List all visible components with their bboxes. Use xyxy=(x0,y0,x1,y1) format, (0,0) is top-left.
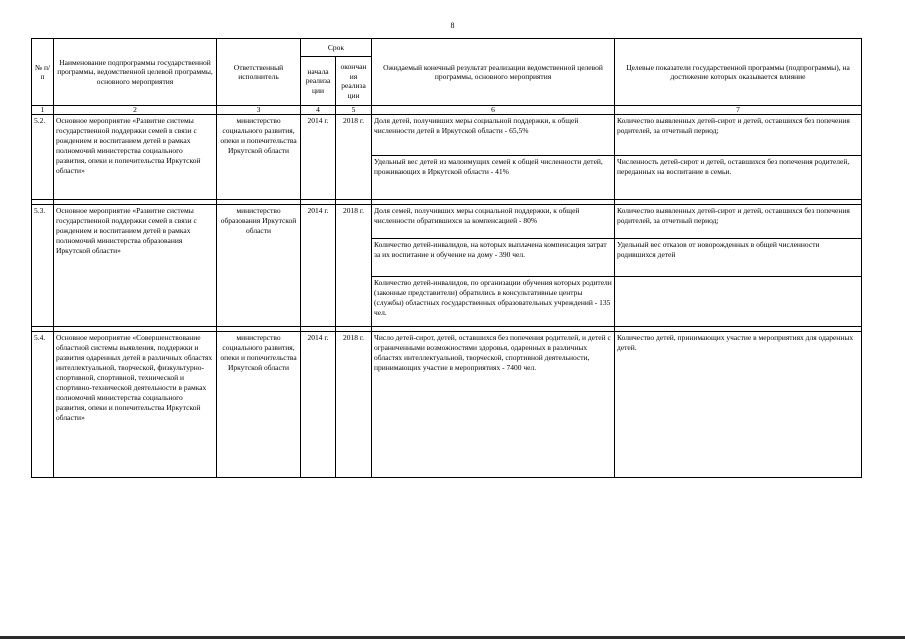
row-executor: министерство образования Иркутской области xyxy=(217,205,301,327)
row-executor: министерство социального развития, опеки и попечительства Иркутской области xyxy=(217,115,301,200)
row-end: 2018 г. xyxy=(336,332,372,478)
col-number: 2 xyxy=(54,106,217,115)
row-executor: министерство социального развития, опеки и попечительства Иркутской области xyxy=(217,332,301,478)
header-executor: Ответственный исполнитель xyxy=(217,39,301,106)
row-indicator: Количество детей, принимающих участие в мероприятиях для одаренных детей. xyxy=(615,332,862,478)
row-indicator: Численность детей-сирот и детей, оставшихся без попечения родителей, переданных на воспитание в семьи. xyxy=(615,156,862,200)
row-indicator: Удельный вес отказов от новорожденных в общей численности родившихся детей xyxy=(615,239,862,277)
row-indicator: Количество выявленных детей-сирот и детей, оставшихся без попечения родителей, за отчетный период; xyxy=(615,115,862,156)
row-start: 2014 г. xyxy=(301,205,336,327)
row-num: 5.4. xyxy=(32,332,54,478)
row-start: 2014 г. xyxy=(301,115,336,200)
row-num: 5.3. xyxy=(32,205,54,327)
header-name: Наименование подпрограммы государственной программы, ведомственной целевой программы, основного мероприятия xyxy=(54,39,217,106)
row-result: Количество детей-инвалидов, по организации обучения которых родители (законные представители) обратились в консультативные центры (службы) областных государственных образовательных учреждений - 135 чел. xyxy=(372,277,615,327)
header-indicators: Целевые показатели государственной программы (подпрограммы), на достижение которых оказывается влияние xyxy=(615,39,862,106)
header-end: окончан ия реализа ции xyxy=(336,57,372,106)
header-result: Ожидаемый конечный результат реализации ведомственной целевой программы, основного мероприятия xyxy=(372,39,615,106)
row-indicator xyxy=(615,277,862,327)
row-result: Доля семей, получивших меры социальной поддержки, к общей численности обратившихся за компенсацией - 80% xyxy=(372,205,615,239)
row-name: Основное мероприятие «Развитие системы государственной поддержки семей в связи с рождением и воспитанием детей в рамках полномочий министерства образования Иркутской области» xyxy=(54,205,217,327)
program-table xyxy=(31,38,862,478)
row-indicator: Количество выявленных детей-сирот и детей, оставшихся без попечения родителей, за отчетный период; xyxy=(615,205,862,239)
col-number: 4 xyxy=(301,106,336,115)
scan-edge-line xyxy=(0,636,905,639)
row-name: Основное мероприятие «Развитие системы государственной поддержки семей в связи с рождением и воспитанием детей в рамках полномочий министерства социального развития, опеки и попечительства Иркутской области» xyxy=(54,115,217,200)
col-number: 1 xyxy=(32,106,54,115)
header-term: Срок xyxy=(301,39,372,57)
col-number: 6 xyxy=(372,106,615,115)
row-result: Удельный вес детей из малоимущих семей к общей численности детей, проживающих в Иркутской области - 41% xyxy=(372,156,615,200)
header-start: начала реализа ции xyxy=(301,57,336,106)
row-start: 2014 г. xyxy=(301,332,336,478)
row-result: Доля детей, получивших меры социальной поддержки, к общей численности детей в Иркутской области - 65,5% xyxy=(372,115,615,156)
row-result: Количество детей-инвалидов, на которых выплачена компенсация затрат за их воспитание и обучение на дому - 390 чел. xyxy=(372,239,615,277)
col-number: 5 xyxy=(336,106,372,115)
row-num: 5.2. xyxy=(32,115,54,200)
row-end: 2018 г. xyxy=(336,115,372,200)
col-number: 7 xyxy=(615,106,862,115)
row-name: Основное мероприятие «Совершенствование областной системы выявления, поддержки и развития одаренных детей в различных областях интеллектуальной, творческой, физкультурно-спортивной, спортивной, технической и спортивно-технической деятельности в рамках полномочий министерства социального развития, опеки и попечительства Иркутской области» xyxy=(54,332,217,478)
row-result: Число детей-сирот, детей, оставшихся без попечения родителей, и детей с ограниченными возможностями здоровья, одаренных в различных областях интеллектуальной, творческой, спортивной деятельности, принимающих участие в мероприятиях - 7400 чел. xyxy=(372,332,615,478)
row-end: 2018 г. xyxy=(336,205,372,327)
page-number: 8 xyxy=(450,21,455,30)
header-num: № п/п xyxy=(32,39,54,106)
col-number: 3 xyxy=(217,106,301,115)
